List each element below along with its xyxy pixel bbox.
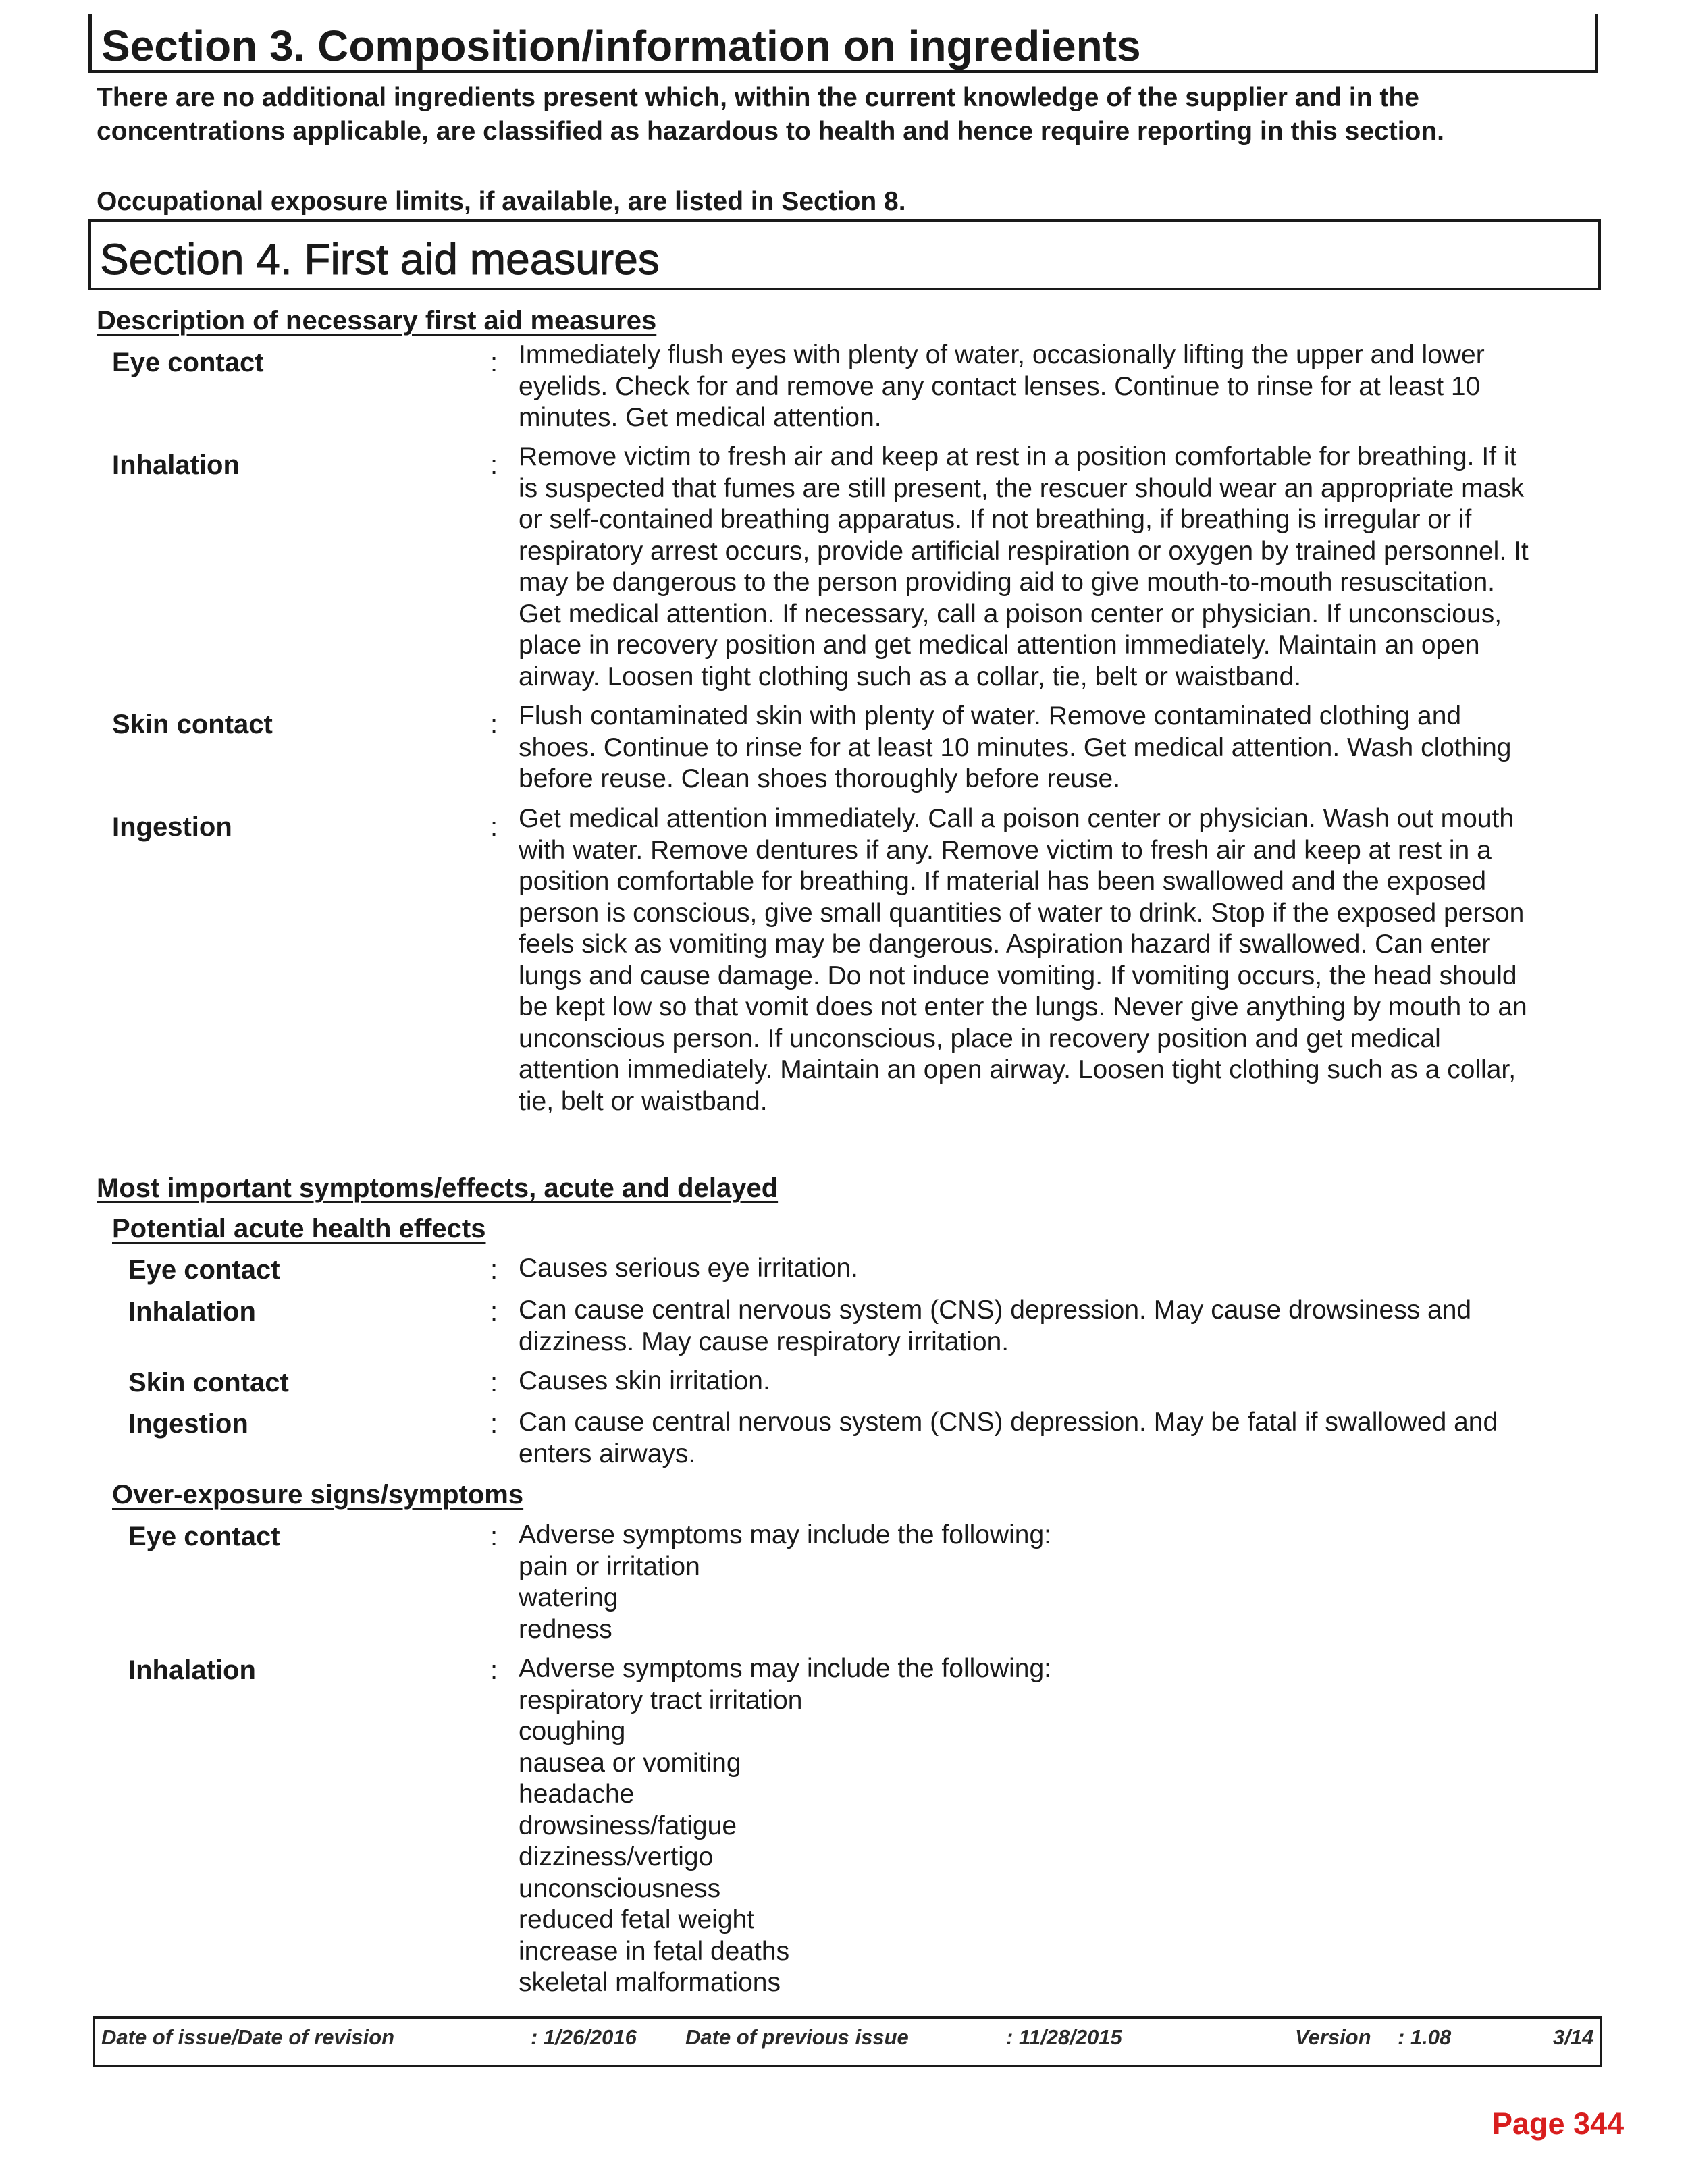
text-line: Flush contaminated skin with plenty of water. Remove contaminated clothing and [519,701,1462,730]
section-3-paragraph-line-2: concentrations applicable, are classified as hazardous to health and hence require reporting in this section. [97,117,1445,146]
section-3-exposure-note: Occupational exposure limits, if available, are listed in Section 8. [97,187,906,216]
acute-eye-label: Eye contact [128,1255,280,1285]
text-line: is suspected that fumes are still present, the rescuer should wear an appropriate mask [519,473,1525,503]
acute-ingestion-colon: : [490,1409,498,1439]
section-3-paragraph-line-1: There are no additional ingredients present which, within the current knowledge of the supplier and in the [97,83,1419,112]
acute-skin-text [519,1366,770,1397]
footer-previous-label: Date of previous issue [685,2025,909,2049]
first-aid-eye-colon: : [490,348,498,377]
text-line: headache [519,1780,635,1809]
text-line: feels sick as vomiting may be dangerous. Aspiration hazard if swallowed. Can enter [519,930,1491,959]
acute-ingestion-label: Ingestion [128,1409,248,1439]
first-aid-skin-text [519,701,1512,795]
text-line: Immediately flush eyes with plenty of water, occasionally lifting the upper and lower [519,340,1485,369]
text-line: drowsiness/fatigue [519,1811,737,1840]
first-aid-inhalation-colon: : [490,450,498,480]
acute-inhalation-colon: : [490,1297,498,1327]
footer-previous-value: : 11/28/2015 [1006,2025,1122,2049]
first-aid-skin-colon: : [490,710,498,739]
text-line: coughing [519,1717,626,1746]
text-line: attention immediately. Maintain an open airway. Loosen tight clothing such as a collar, [519,1055,1516,1084]
overexposure-heading: Over-exposure signs/symptoms [112,1480,524,1510]
text-line: airway. Loosen tight clothing such as a collar, tie, belt or waistband. [519,662,1302,691]
page-stamp: Page 344 [1492,2106,1625,2141]
section-3-title: Section 3. Composition/information on ingredients [101,22,1141,70]
acute-eye-text [519,1253,858,1285]
text-line: Adverse symptoms may include the following: [519,1654,1052,1683]
acute-skin-label: Skin contact [128,1368,289,1397]
text-line: may be dangerous to the person providing aid to give mouth-to-mouth resuscitation. [519,568,1495,597]
text-line: redness [519,1614,612,1644]
text-line: or self-contained breathing apparatus. If not breathing, if breathing is irregular or if [519,505,1472,534]
first-aid-eye-text [519,340,1485,434]
text-line: respiratory tract irritation [519,1685,803,1715]
text-line: watering [519,1583,618,1612]
text-line: skeletal malformations [519,1968,781,1997]
first-aid-eye-label: Eye contact [112,348,264,377]
text-line: Can cause central nervous system (CNS) depression. May be fatal if swallowed and [519,1408,1498,1437]
text-line: dizziness. May cause respiratory irritation. [519,1327,1009,1356]
text-line: Remove victim to fresh air and keep at rest in a position comfortable for breathing. If it [519,442,1517,471]
footer-page-number: 3/14 [1553,2025,1594,2049]
text-line: Can cause central nervous system (CNS) depression. May cause drowsiness and [519,1296,1472,1325]
text-line: tie, belt or waistband. [519,1086,768,1116]
section-4-title: Section 4. First aid measures [100,235,660,284]
text-line: minutes. Get medical attention. [519,403,882,432]
acute-skin-colon: : [490,1368,498,1397]
overexposure-eye-colon: : [490,1522,498,1551]
overexposure-eye-text [519,1520,1051,1645]
text-line: Get medical attention immediately. Call a poison center or physician. Wash out mouth [519,804,1514,833]
text-line: eyelids. Check for and remove any contact lenses. Continue to rinse for at least 10 [519,371,1481,401]
footer-issue-value: : 1/26/2016 [531,2025,637,2049]
text-line: increase in fetal deaths [519,1936,790,1966]
first-aid-ingestion-text [519,803,1527,1117]
text-line: lungs and cause damage. Do not induce vomiting. If vomiting occurs, the head should [519,961,1517,990]
symptoms-heading: Most important symptoms/effects, acute and delayed [97,1173,779,1203]
text-line: nausea or vomiting [519,1748,741,1778]
acute-inhalation-label: Inhalation [128,1297,256,1327]
footer-version-label: Version [1295,2025,1371,2049]
text-line: enters airways. [519,1439,696,1468]
acute-inhalation-text [519,1295,1471,1358]
text-line: place in recovery position and get medical attention immediately. Maintain an open [519,631,1480,660]
text-line: position comfortable for breathing. If material has been swallowed and the exposed [519,867,1487,896]
footer-issue-label: Date of issue/Date of revision [101,2025,395,2049]
text-line: respiratory arrest occurs, provide artificial respiration or oxygen by trained personnel. It [519,536,1529,566]
first-aid-inhalation-label: Inhalation [112,450,240,480]
text-line: Causes skin irritation. [519,1366,770,1395]
text-line: be kept low so that vomit does not enter the lungs. Never give anything by mouth to an [519,992,1527,1021]
text-line: with water. Remove dentures if any. Remove victim to fresh air and keep at rest in a [519,835,1492,865]
text-line: Get medical attention. If necessary, call a poison center or physician. If unconscious, [519,599,1502,629]
first-aid-ingestion-label: Ingestion [112,812,232,842]
text-line: reduced fetal weight [519,1905,755,1934]
overexposure-inhalation-text [519,1653,1051,1999]
text-line: before reuse. Clean shoes thoroughly before reuse. [519,764,1121,793]
text-line: dizziness/vertigo [519,1842,714,1871]
text-line: unconsciousness [519,1873,721,1903]
text-line: Adverse symptoms may include the following: [519,1520,1052,1549]
acute-ingestion-text [519,1407,1498,1470]
text-line: shoes. Continue to rinse for at least 10 minutes. Get medical attention. Wash clothing [519,733,1512,762]
text-line: pain or irritation [519,1551,700,1581]
footer-version-value: : 1.08 [1398,2025,1452,2049]
first-aid-inhalation-text [519,442,1529,693]
overexposure-inhalation-label: Inhalation [128,1655,256,1685]
overexposure-eye-label: Eye contact [128,1522,280,1551]
text-line: Causes serious eye irritation. [519,1254,858,1283]
acute-effects-heading: Potential acute health effects [112,1214,486,1244]
acute-eye-colon: : [490,1255,498,1285]
first-aid-skin-label: Skin contact [112,710,273,739]
text-line: person is conscious, give small quantities of water to drink. Stop if the exposed person [519,898,1525,928]
first-aid-description-heading: Description of necessary first aid measures [97,306,657,336]
text-line: unconscious person. If unconscious, place in recovery position and get medical [519,1023,1441,1053]
overexposure-inhalation-colon: : [490,1655,498,1685]
first-aid-ingestion-colon: : [490,812,498,842]
